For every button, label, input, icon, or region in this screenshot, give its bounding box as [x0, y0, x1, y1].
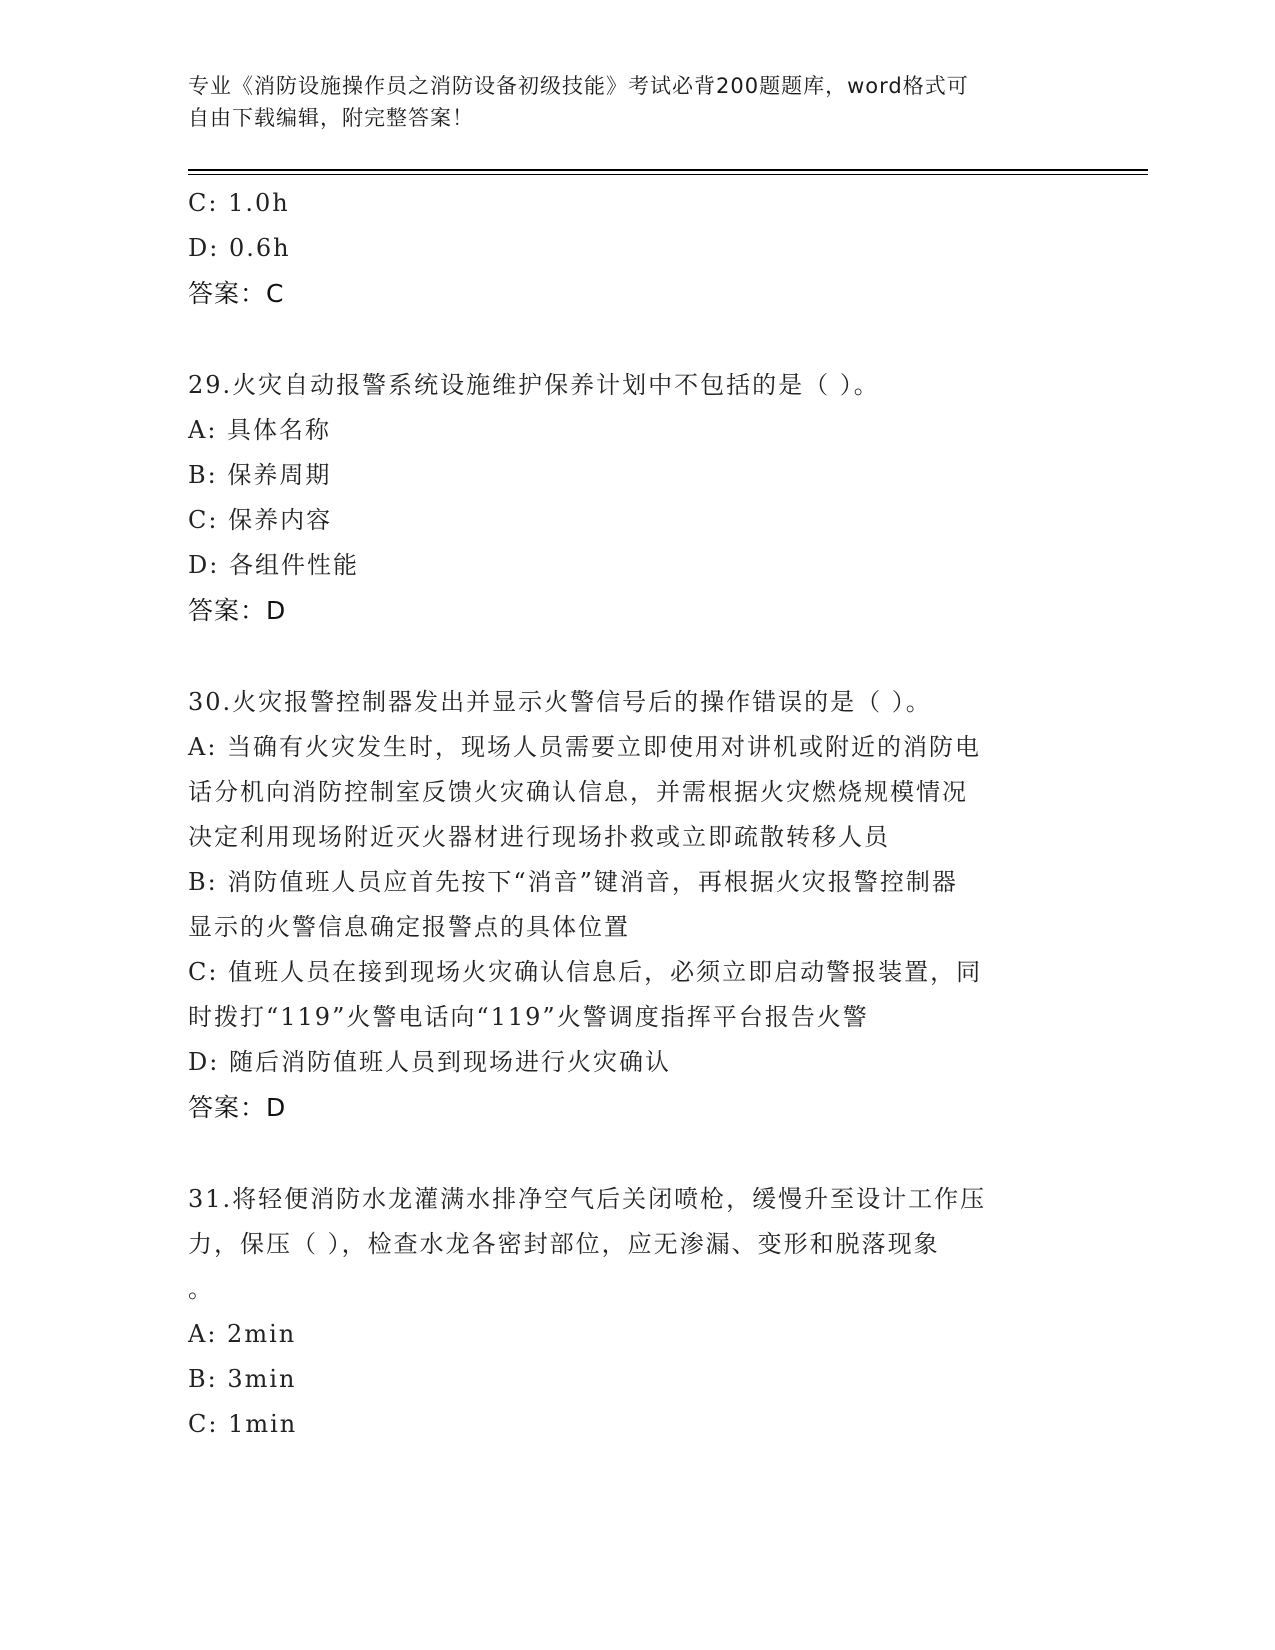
- q30-option-b-line-2: 显示的火警信息确定报警点的具体位置: [188, 913, 630, 941]
- q31-question-line-2: 力，保压（ ），检查水龙各密封部位，应无渗漏、变形和脱落现象: [188, 1230, 940, 1258]
- question-28-tail: [188, 181, 1148, 316]
- q30-option-a-line-3: 决定利用现场附近灭火器材进行现场扑救或立即疏散转移人员: [188, 823, 890, 851]
- header-divider: [188, 169, 1148, 175]
- q30-answer: 答案：D: [188, 1093, 287, 1122]
- q31-option-a: A: 2min: [188, 1320, 297, 1348]
- q31-question-line-3: 。: [188, 1275, 214, 1303]
- q29-option-b: B: 保养周期: [188, 461, 332, 489]
- q31-option-b: B: 3min: [188, 1365, 297, 1393]
- question-30: [188, 680, 1148, 1130]
- q30-option-c-line-1: C: 值班人员在接到现场火灾确认信息后，必须立即启动警报装置，同: [188, 958, 983, 986]
- q30-option-a-line-1: A: 当确有火灾发生时，现场人员需要立即使用对讲机或附近的消防电: [188, 733, 982, 761]
- page-header: [188, 70, 1148, 175]
- q29-option-a: A: 具体名称: [188, 416, 332, 444]
- q30-option-a-line-2: 话分机向消防控制室反馈火灾确认信息，并需根据火灾燃烧规模情况: [188, 778, 968, 806]
- q31-question-line-1: 31.将轻便消防水龙灌满水排净空气后关闭喷枪，缓慢升至设计工作压: [188, 1185, 987, 1213]
- q28-option-d: D: 0.6h: [188, 234, 291, 262]
- question-29: [188, 363, 1148, 633]
- document-page: [188, 70, 1148, 1447]
- question-31: [188, 1177, 1148, 1447]
- q29-question: 29.火灾自动报警系统设施维护保养计划中不包括的是（ ）。: [188, 371, 880, 399]
- q28-option-c: C: 1.0h: [188, 189, 290, 217]
- header-title-line-1: 专业《消防设施操作员之消防设备初级技能》考试必背200题题库，word格式可: [188, 74, 969, 98]
- question-content: [188, 181, 1148, 1447]
- q29-option-c: C: 保养内容: [188, 506, 333, 534]
- q29-answer: 答案：D: [188, 596, 287, 625]
- q30-question: 30.火灾报警控制器发出并显示火警信号后的操作错误的是（ ）。: [188, 688, 932, 716]
- q30-option-b-line-1: B: 消防值班人员应首先按下“消音”键消音，再根据火灾报警控制器: [188, 868, 958, 896]
- q31-option-c: C: 1min: [188, 1410, 298, 1438]
- q30-option-c-line-2: 时拨打“119”火警电话向“119”火警调度指挥平台报告火警: [188, 1003, 869, 1031]
- q30-option-d: D: 随后消防值班人员到现场进行火灾确认: [188, 1048, 671, 1076]
- q28-answer: 答案：C: [188, 279, 285, 308]
- header-title-line-2: 自由下载编辑，附完整答案！: [188, 106, 474, 130]
- q29-option-d: D: 各组件性能: [188, 551, 359, 579]
